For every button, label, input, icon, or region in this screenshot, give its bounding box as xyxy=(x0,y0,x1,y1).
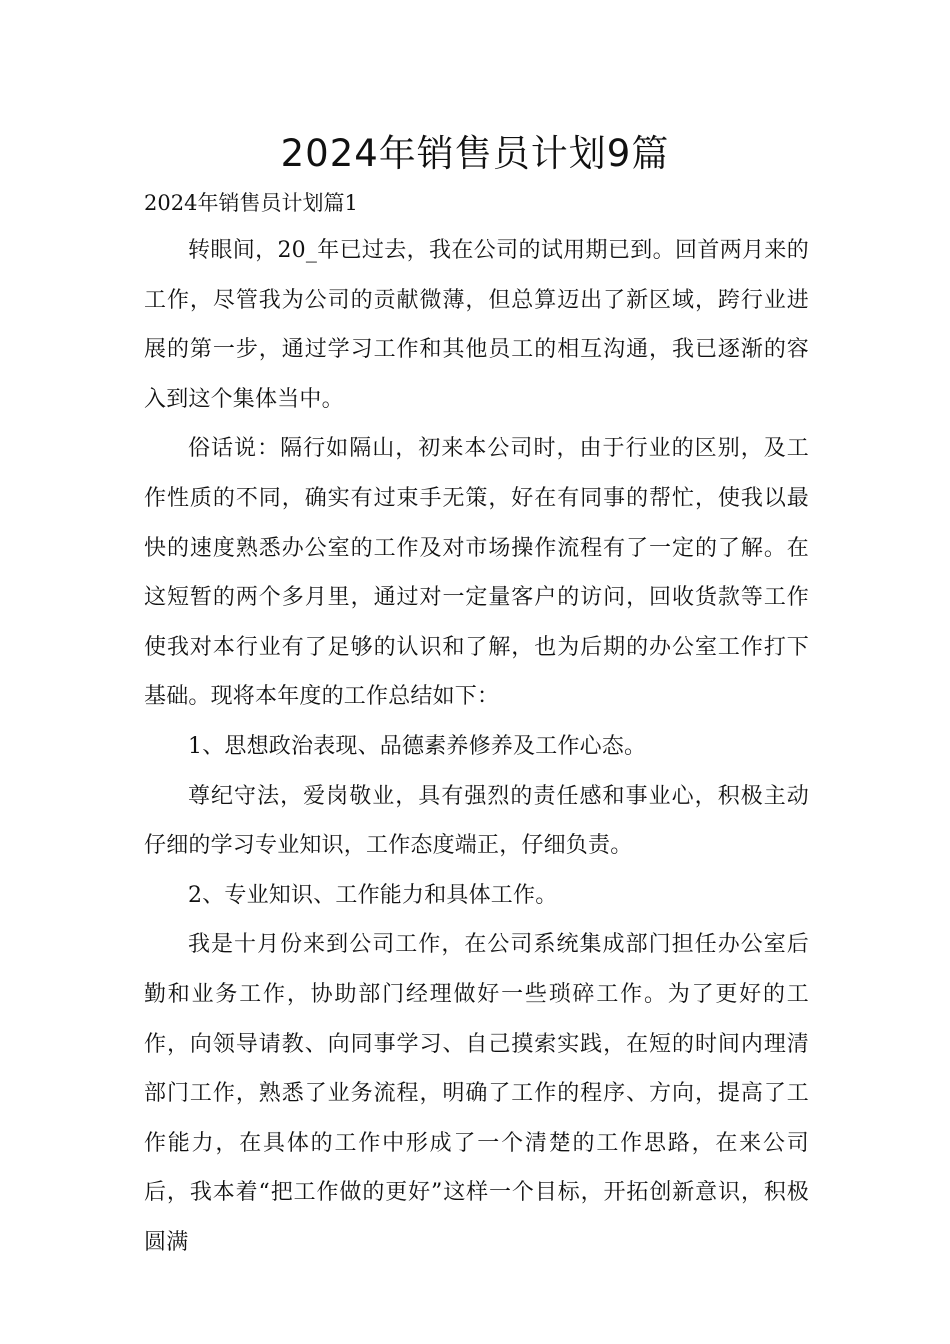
paragraph: 2、专业知识、工作能力和具体工作。 xyxy=(188,882,558,908)
document-body xyxy=(144,226,809,1267)
paragraph: 1、思想政治表现、品德素养修养及工作心态。 xyxy=(188,733,647,759)
document-title: 2024年销售员计划9篇 xyxy=(280,132,670,175)
paragraph: 我是十月份来到公司工作，在公司系统集成部门担任办公室后勤和业务工作，协助部门经理做好一些琐碎工作。为了更好的工作，向领导请教、向同事学习、自己摸索实践，在短的时间内理清部门工作，熟悉了业务流程，明确了工作的程序、方向，提高了工作能力，在具体的工作中形成了一个清楚的工作思路，在来公司后，我本着“把工作做的更好”这样一个目标，开拓创新意识，积极圆满 xyxy=(144,932,809,1255)
section-heading: 2024年销售员计划篇1 xyxy=(144,191,358,215)
paragraph: 尊纪守法，爱岗敬业，具有强烈的责任感和事业心，积极主动仔细的学习专业知识，工作态度端正，仔细负责。 xyxy=(144,783,809,859)
paragraph: 俗话说：隔行如隔山，初来本公司时，由于行业的区别，及工作性质的不同，确实有过束手无策，好在有同事的帮忙，使我以最快的速度熟悉办公室的工作及对市场操作流程有了一定的了解。在这短暂的两个多月里，通过对一定量客户的访问，回收货款等工作使我对本行业有了足够的认识和了解，也为后期的办公室工作打下基础。现将本年度的工作总结如下： xyxy=(144,436,809,710)
paragraph: 转眼间，20_年已过去，我在公司的试用期已到。回首两月来的工作，尽管我为公司的贡献微薄，但总算迈出了新区域，跨行业进展的第一步，通过学习工作和其他员工的相互沟通，我已逐渐的容入到这个集体当中。 xyxy=(144,238,809,412)
